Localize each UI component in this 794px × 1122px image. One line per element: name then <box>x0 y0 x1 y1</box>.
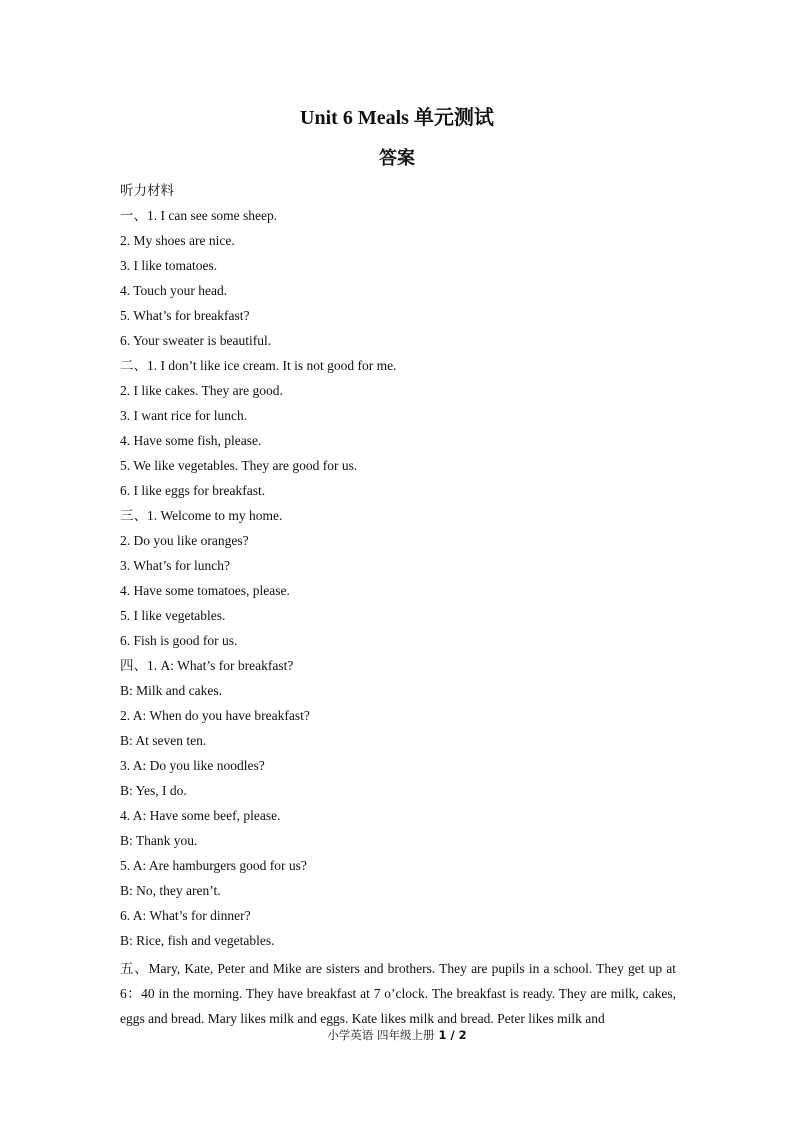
text-line: B: Yes, I do. <box>120 783 187 798</box>
text-line: 2. A: When do you have breakfast? <box>120 708 310 723</box>
text-line: 2. I like cakes. They are good. <box>120 383 283 398</box>
text-line: 二、1. I don’t like ice cream. It is not good for me. <box>120 358 397 373</box>
text-line: B: Milk and cakes. <box>120 683 222 698</box>
text-line: B: At seven ten. <box>120 733 207 748</box>
text-line: 6. I like eggs for breakfast. <box>120 483 266 498</box>
text-line: 3. I want rice for lunch. <box>120 408 248 423</box>
text-line: 6. Your sweater is beautiful. <box>120 333 272 348</box>
text-line: 3. What’s for lunch? <box>120 558 230 573</box>
text-line: B: Rice, fish and vegetables. <box>120 933 275 948</box>
text-line: 5. We like vegetables. They are good for us. <box>120 458 358 473</box>
text-line: 5. What’s for breakfast? <box>120 308 250 323</box>
text-line: 6. Fish is good for us. <box>120 633 238 648</box>
text-line: 5. A: Are hamburgers good for us? <box>120 858 307 873</box>
footer-label: 小学英语 四年级上册 <box>327 1028 435 1042</box>
text-line: 2. My shoes are nice. <box>120 233 235 248</box>
passage-paragraph: 五、Mary, Kate, Peter and Mike are sisters and brothers. They are pupils in a school. They get up at 6：40 in the morning. They have breakfast at 7 o’clock. The breakfast is ready. They are milk, cakes, eggs and bread. Mary likes milk and eggs. Kate likes milk and bread. Peter likes milk and <box>120 961 676 1026</box>
document-title: Unit 6 Meals 单元测试 <box>300 107 494 129</box>
section-heading: 听力材料 <box>120 183 174 198</box>
page-number: 1 / 2 <box>438 1028 467 1042</box>
text-line: 2. Do you like oranges? <box>120 533 249 548</box>
text-line: 四、1. A: What’s for breakfast? <box>120 658 294 673</box>
document-subtitle: 答案 <box>379 148 415 168</box>
text-line: 5. I like vegetables. <box>120 608 226 623</box>
text-line: 4. Have some tomatoes, please. <box>120 583 290 598</box>
text-line: B: No, they aren’t. <box>120 883 221 898</box>
text-line: 4. Touch your head. <box>120 283 228 298</box>
text-line: 4. Have some fish, please. <box>120 433 262 448</box>
text-line: 一、1. I can see some sheep. <box>120 208 278 223</box>
text-line: 6. A: What’s for dinner? <box>120 908 251 923</box>
text-line: B: Thank you. <box>120 833 198 848</box>
answer-content <box>120 181 676 1031</box>
page-footer <box>0 1027 794 1043</box>
text-line: 3. I like tomatoes. <box>120 258 218 273</box>
text-line: 三、1. Welcome to my home. <box>120 508 283 523</box>
text-line: 4. A: Have some beef, please. <box>120 808 281 823</box>
text-line: 3. A: Do you like noodles? <box>120 758 265 773</box>
